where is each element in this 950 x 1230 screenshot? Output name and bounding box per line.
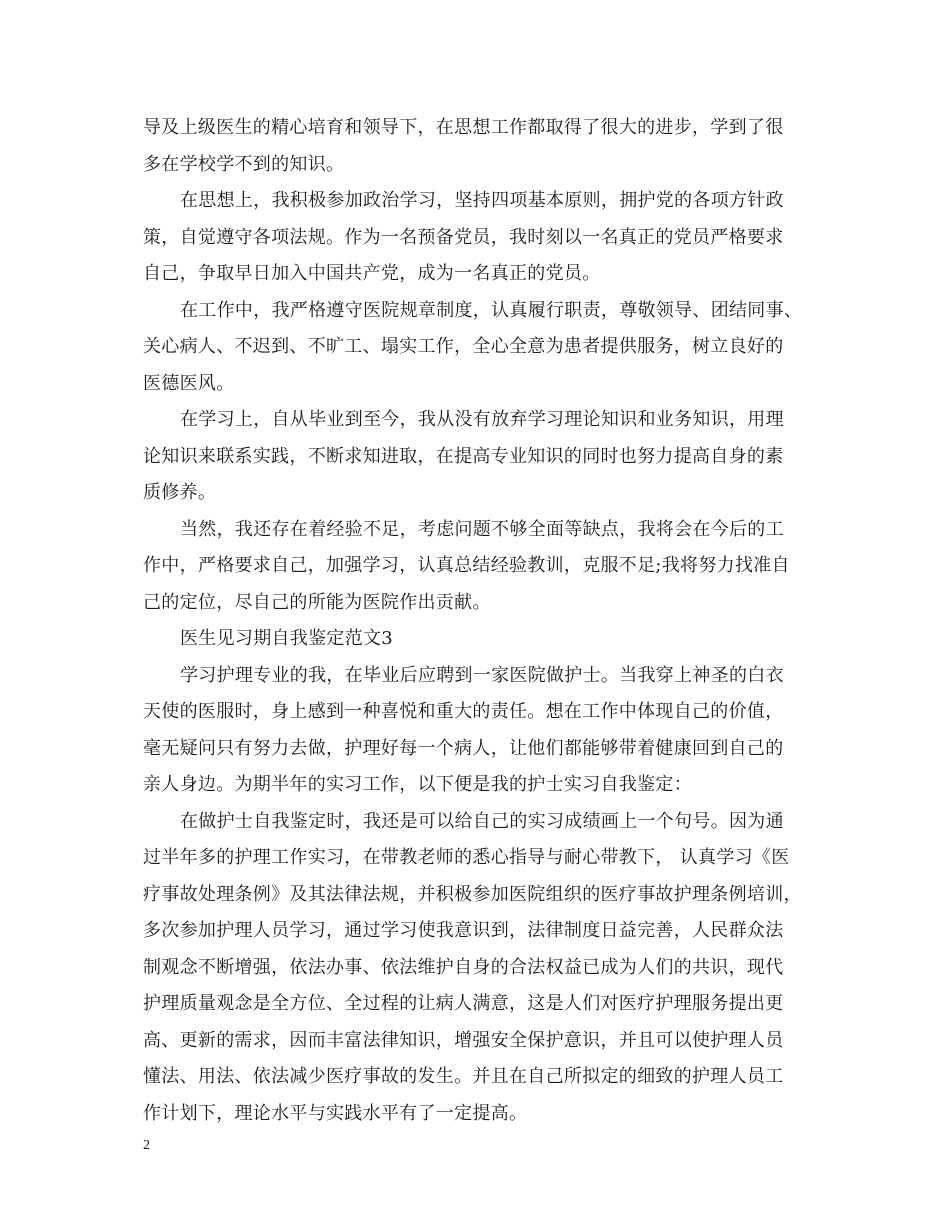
text-line: 在学习上，自从毕业到至今，我从没有放弃学习理论知识和业务知识，用理 — [180, 409, 784, 430]
text-line: 懂法、用法、依法减少医疗事故的发生。并且在自己所拟定的细致的护理人员工 — [143, 1066, 784, 1087]
text-line: 在做护士自我鉴定时，我还是可以给自己的实习成绩画上一个句号。因为通 — [180, 810, 784, 832]
text-line: 策，自觉遵守各项法规。作为一名预备党员，我时刻以一名真正的党员严格要求 — [143, 226, 784, 248]
text-line: 天使的医服时，身上感到一种喜悦和重大的责任。想在工作中体现自己的价值， — [143, 701, 784, 722]
text-line: 作中，严格要求自己，加强学习，认真总结经验教训，克服不足;我将努力找准自 — [143, 555, 790, 576]
text-line: 论知识来联系实践，不断求知进取，在提高专业知识的同时也努力提高自身的素 — [143, 445, 784, 467]
text-line: 过半年多的护理工作实习，在带教老师的悉心指导与耐心带教下， 认真学习《医 — [143, 847, 790, 868]
text-line: 在思想上，我积极参加政治学习，坚持四项基本原则，拥护党的各项方针政 — [180, 190, 784, 211]
text-line: 毫无疑问只有努力去做，护理好每一个病人，让他们都能够带着健康回到自己的 — [143, 737, 784, 759]
text-line: 多次参加护理人员学习，通过学习使我意识到，法律制度日益完善，人民群众法 — [143, 920, 784, 941]
text-line: 疗事故处理条例》及其法律法规，并积极参加医院组织的医疗事故护理条例培训， — [143, 883, 802, 905]
text-line: 多在学校学不到的知识。 — [143, 153, 345, 175]
text-line: 高、更新的需求，因而丰富法律知识，增强安全保护意识，并且可以使护理人员 — [143, 1029, 784, 1051]
text-line: 作计划下，理论水平与实践水平有了一定提高。 — [143, 1102, 528, 1124]
document-body — [143, 110, 823, 1132]
text-line: 导及上级医生的精心培育和领导下，在思想工作都取得了很大的进步，学到了很 — [143, 117, 784, 138]
text-line: 质修养。 — [143, 482, 217, 503]
text-line: 亲人身边。为期半年的实习工作，以下便是我的护士实习自我鉴定： — [143, 774, 692, 795]
text-line: 关心病人、不迟到、不旷工、塌实工作，全心全意为患者提供服务，树立良好的 — [143, 336, 784, 357]
text-line: 制观念不断增强，依法办事、依法维护自身的合法权益已成为人们的共识，现代 — [143, 956, 784, 978]
text-line: 自己，争取早日加入中国共产党，成为一名真正的党员。 — [143, 263, 601, 284]
text-line: 己的定位，尽自己的所能为医院作出贡献。 — [143, 591, 491, 613]
text-line: 学习护理专业的我，在毕业后应聘到一家医院做护士。当我穿上神圣的白衣 — [180, 664, 784, 686]
text-line: 在工作中，我严格遵守医院规章制度，认真履行职责，尊敬领导、团结同事、 — [180, 299, 803, 321]
text-line: 当然，我还存在着经验不足，考虑问题不够全面等缺点，我将会在今后的工 — [180, 518, 784, 540]
page-number: 2 — [143, 1138, 150, 1153]
text-line: 医德医风。 — [143, 372, 235, 394]
text-line: 护理质量观念是全方位、全过程的让病人满意，这是人们对医疗护理服务提出更 — [143, 993, 784, 1014]
text-line: 医生见习期自我鉴定范文3 — [180, 628, 394, 649]
